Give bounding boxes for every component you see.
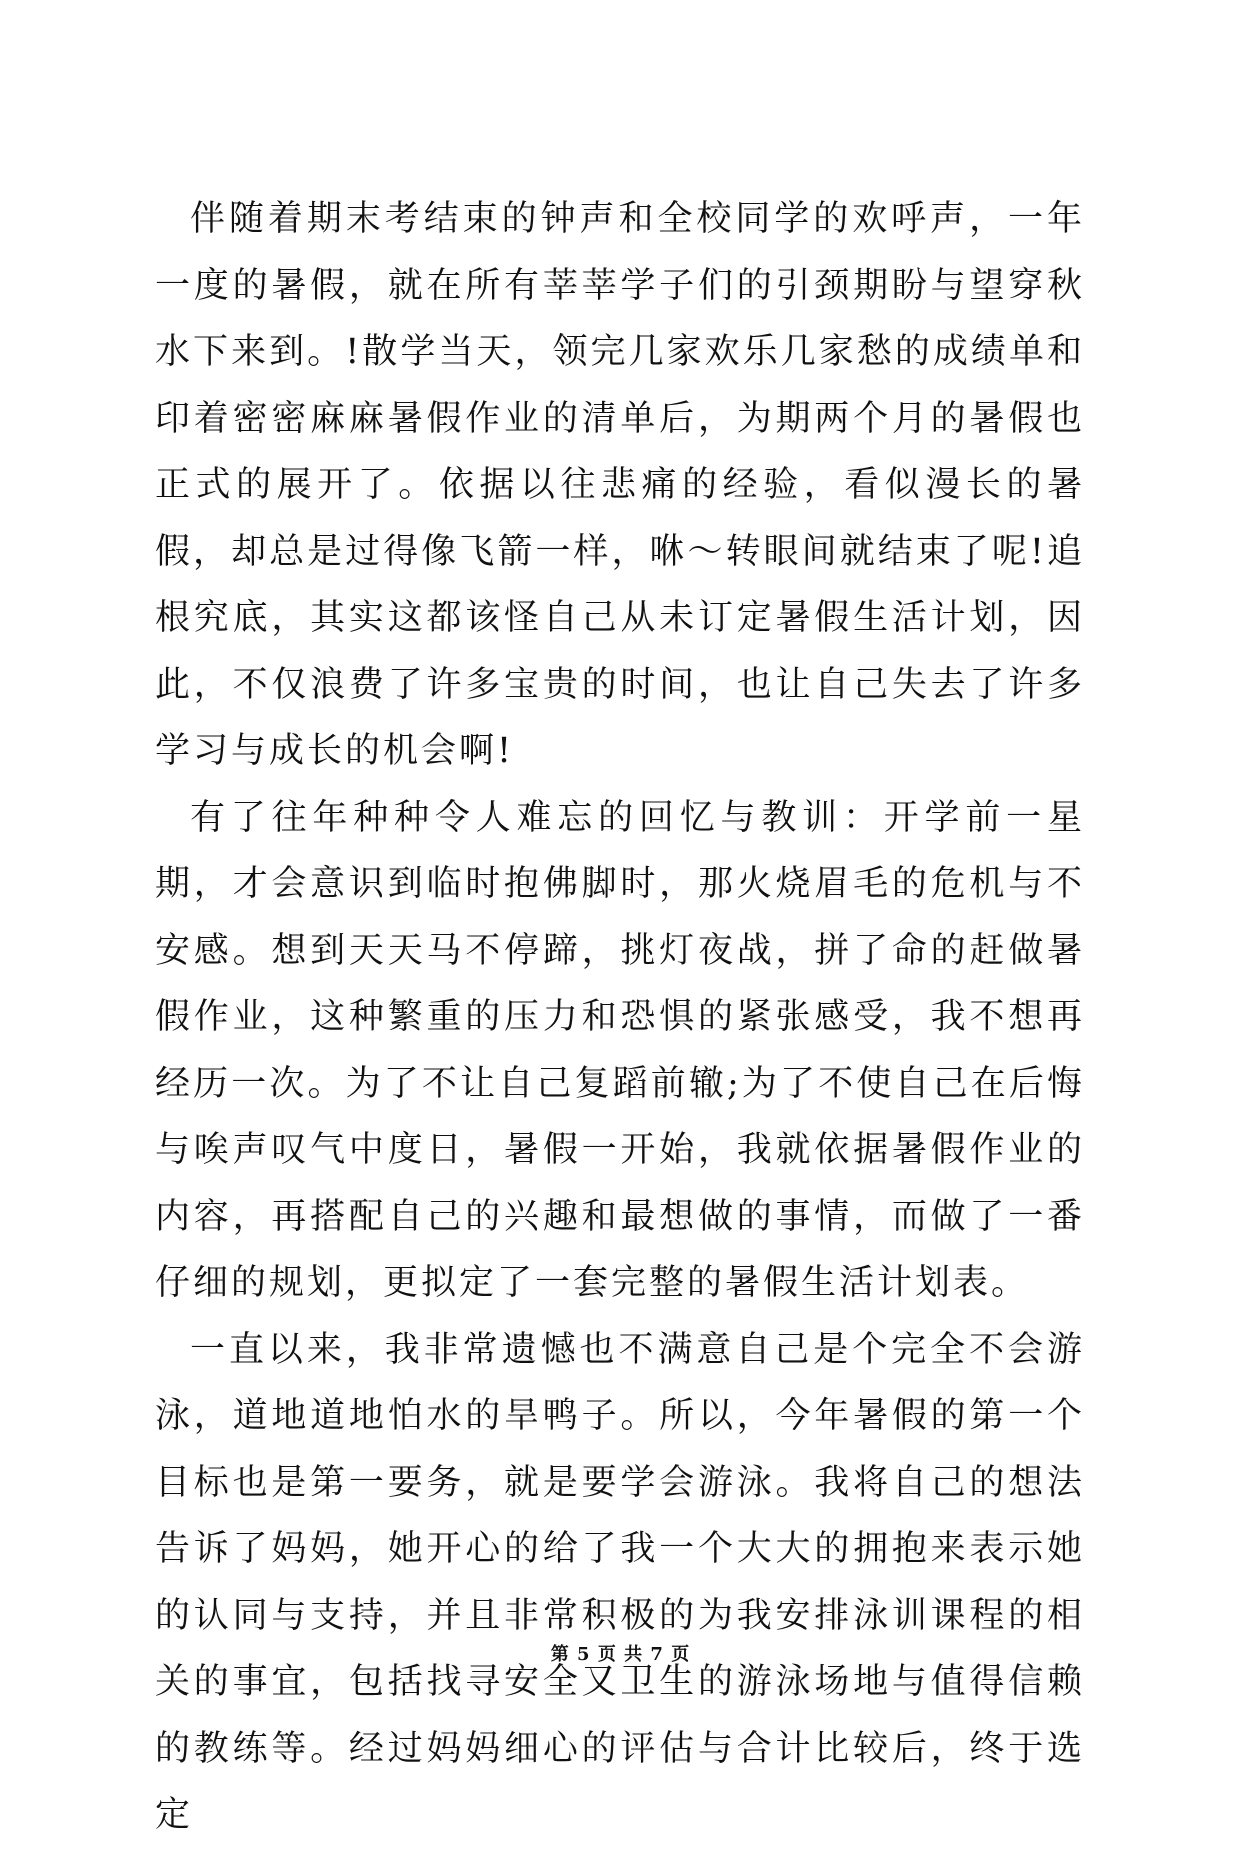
footer-prefix: 第 (550, 1644, 570, 1665)
footer-suffix: 页 (671, 1644, 691, 1665)
body-text (155, 186, 1085, 1849)
page-footer (0, 1640, 1241, 1666)
footer-middle: 页 共 (597, 1644, 644, 1665)
paragraph-1: 伴随着期末考结束的钟声和全校同学的欢呼声，一年一度的暑假，就在所有莘莘学子们的引颈期盼与望穿秋水下来到。!散学当天，领完几家欢乐几家愁的成绩单和印着密密麻麻暑假作业的清单后，为期两个月的暑假也正式的展开了。依据以往悲痛的经验，看似漫长的暑假，却总是过得像飞箭一样，咻～转眼间就结束了呢!追根究底，其实这都该怪自己从未订定暑假生活计划，因此，不仅浪费了许多宝贵的时间，也让自己失去了许多学习与成长的机会啊! (155, 199, 1085, 771)
footer-total-pages: 7 (650, 1644, 664, 1665)
footer-current-page: 5 (577, 1644, 591, 1665)
paragraph-2: 有了往年种种令人难忘的回忆与教训：开学前一星期，才会意识到临时抱佛脚时，那火烧眉毛的危机与不安感。想到天天马不停蹄，挑灯夜战，拼了命的赶做暑假作业，这种繁重的压力和恐惧的紧张感受，我不想再经历一次。为了不让自己复蹈前辙;为了不使自己在后悔与唉声叹气中度日，暑假一开始，我就依据暑假作业的内容，再搭配自己的兴趣和最想做的事情，而做了一番仔细的规划，更拟定了一套完整的暑假生活计划表。 (155, 797, 1085, 1303)
paragraph-3: 一直以来，我非常遗憾也不满意自己是个完全不会游泳，道地道地怕水的旱鸭子。所以，今年暑假的第一个目标也是第一要务，就是要学会游泳。我将自己的想法告诉了妈妈，她开心的给了我一个大大的拥抱来表示她的认同与支持，并且非常积极的为我安排泳训课程的相关的事宜，包括找寻安全又卫生的游泳场地与值得信赖的教练等。经过妈妈细心的评估与合计比较后，终于选定 (155, 1329, 1085, 1835)
